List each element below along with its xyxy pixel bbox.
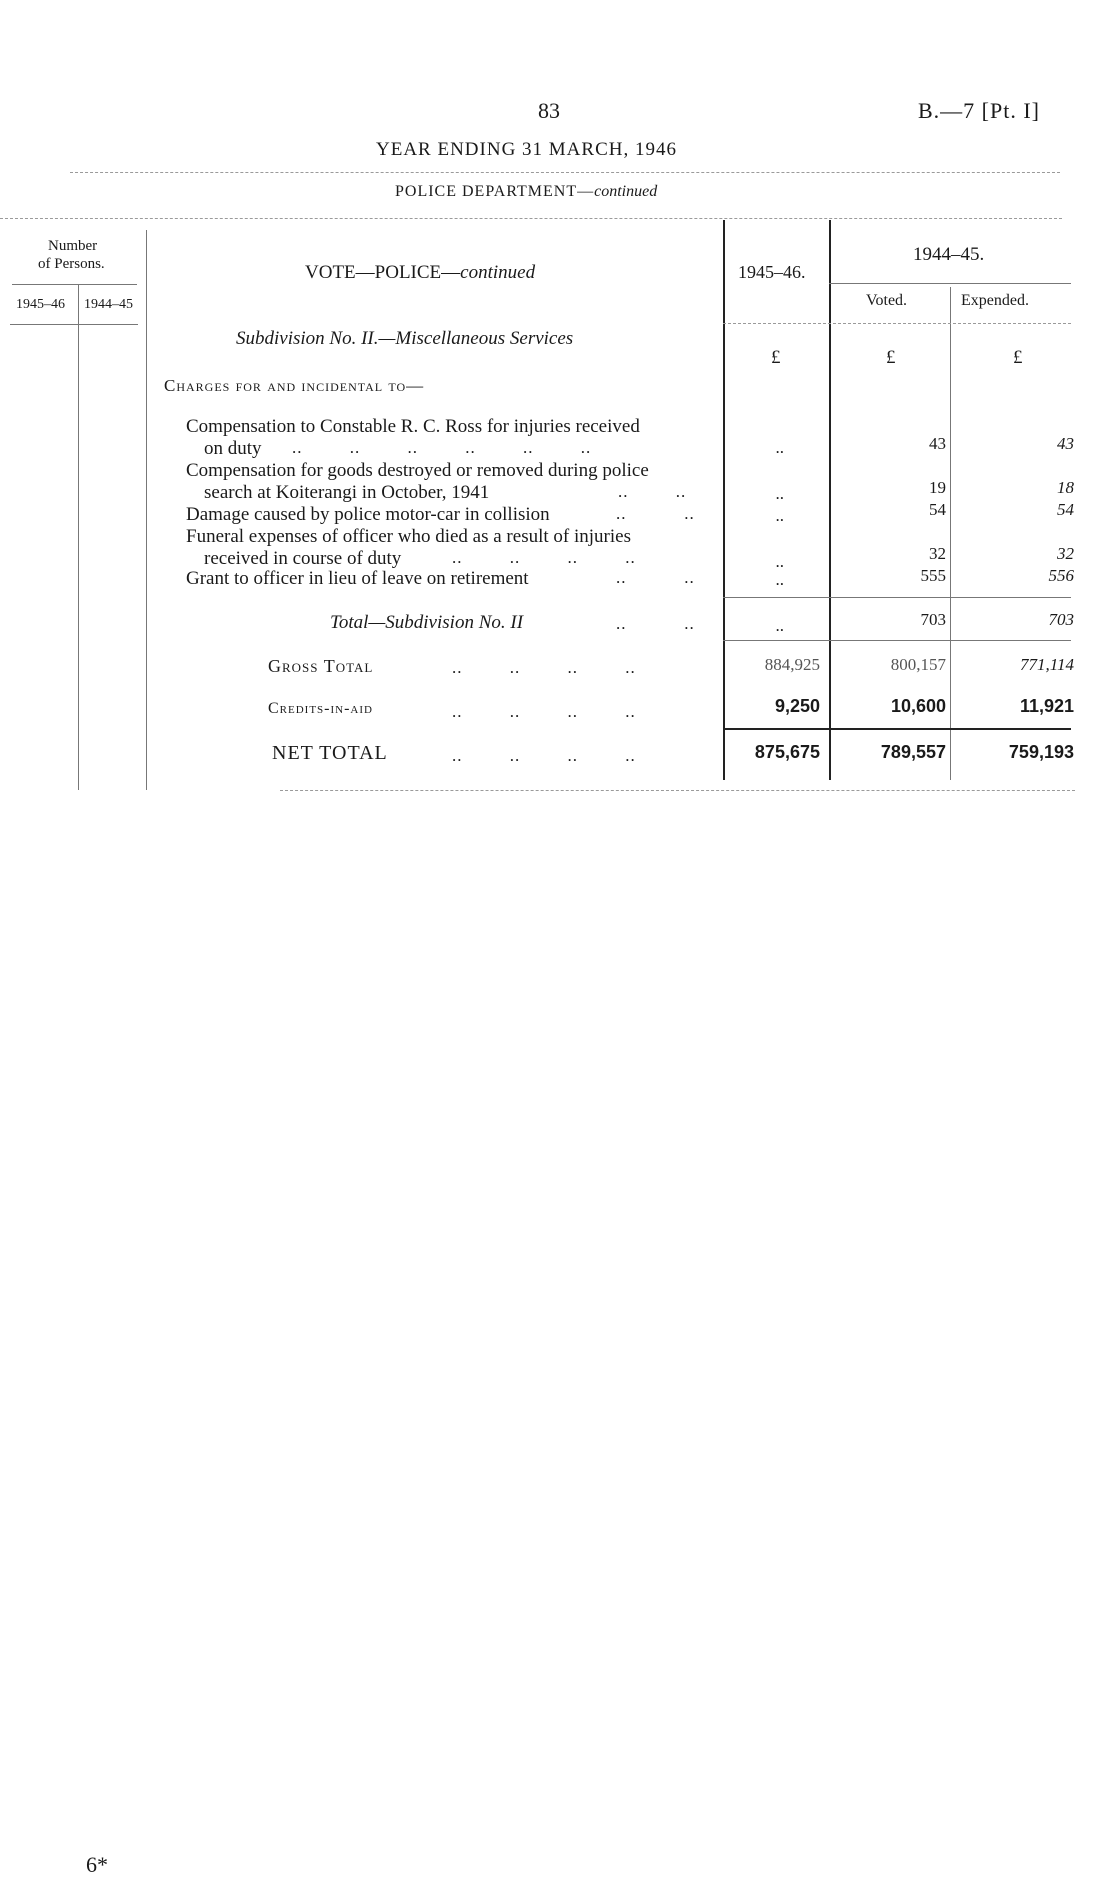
signature-mark: 6* — [86, 1852, 108, 1877]
currency-1945-46: £ — [771, 347, 781, 368]
gross-total-label: Gross Total — [268, 656, 374, 676]
vote-name: VOTE—POLICE— — [305, 262, 461, 283]
persons-right-border — [146, 230, 147, 790]
total-subdivision-current: .. — [775, 616, 784, 635]
total-subdivision-expended: 703 — [1048, 610, 1074, 629]
net-total-current: 875,675 — [754, 742, 820, 762]
persons-heading-line1: Number — [48, 238, 98, 254]
item-voted-value: 555 — [920, 566, 946, 585]
item-voted-value: 43 — [929, 434, 946, 453]
persons-year-1945-46: 1945–46 — [16, 297, 65, 312]
gross-total-expended: 771,114 — [1020, 655, 1074, 674]
total-subdivision-voted: 703 — [920, 610, 946, 629]
department-rule — [0, 218, 1062, 219]
item-voted-value: 32 — [929, 544, 946, 563]
item-expended-value: 54 — [1057, 500, 1074, 519]
year-subheader-rule — [829, 283, 1071, 284]
credits-in-aid-label: Credits-in-aid — [268, 700, 373, 717]
department-continued: continued — [594, 183, 658, 200]
item-voted-value: 19 — [929, 478, 946, 497]
leader-dots: .. .. .. .. — [452, 702, 636, 721]
header-rule — [70, 172, 1060, 173]
item-current-value: .. — [775, 484, 784, 503]
item-description-line2: on duty — [204, 438, 262, 459]
item-voted-value: 54 — [929, 500, 946, 519]
report-reference: B.—7 [Pt. I] — [918, 98, 1040, 123]
column-heading-1944-45: 1944–45. — [913, 244, 985, 265]
department-title — [395, 183, 657, 201]
vote-heading — [305, 262, 535, 284]
subdivision-title: Subdivision No. II.—Miscellaneous Services — [236, 328, 574, 349]
item-expended-value: 18 — [1057, 478, 1074, 497]
item-description-line1: Compensation for goods destroyed or removed during police — [186, 460, 649, 481]
subtotal-rule — [723, 597, 1071, 598]
credits-in-aid-expended: 11,921 — [1019, 696, 1074, 716]
col-1944-left-border — [829, 220, 831, 780]
page-number: 83 — [538, 98, 560, 123]
net-total-expended: 759,193 — [1008, 742, 1074, 762]
persons-year-divider — [78, 285, 79, 790]
leader-dots: .. .. — [616, 614, 695, 633]
item-expended-value: 556 — [1048, 566, 1074, 585]
leader-dots: .. .. — [616, 504, 695, 523]
currency-voted: £ — [886, 347, 896, 368]
leader-dots: .. .. .. .. — [452, 658, 636, 677]
net-total-rule — [723, 728, 1071, 730]
item-description-line2: received in course of duty — [204, 548, 402, 569]
item-expended-value: 43 — [1057, 434, 1074, 453]
item-description-line1: Funeral expenses of officer who died as a result of injuries — [186, 526, 631, 547]
table-bottom-rule — [280, 790, 1075, 791]
item-expended-value: 32 — [1057, 544, 1074, 563]
item-current-value: .. — [775, 438, 784, 457]
total-subdivision-label: Total—Subdivision No. II — [330, 612, 524, 633]
leader-dots: .. .. .. .. .. .. — [292, 438, 592, 457]
persons-year-1944-45: 1944–45 — [84, 297, 133, 312]
leader-dots: .. .. — [616, 568, 695, 587]
item-current-value: .. — [775, 552, 784, 571]
currency-expended: £ — [1013, 347, 1023, 368]
department-name: POLICE DEPARTMENT— — [395, 183, 595, 200]
persons-title-rule — [12, 284, 137, 285]
column-heading-expended: Expended. — [961, 292, 1029, 309]
leader-dots: .. .. — [618, 482, 687, 501]
item-current-value: .. — [775, 570, 784, 589]
leader-dots: .. .. .. .. — [452, 746, 636, 765]
persons-heading-line2: of Persons. — [38, 256, 105, 272]
item-description-line1: Grant to officer in lieu of leave on retirement — [186, 568, 529, 589]
leader-dots: .. .. .. .. — [452, 548, 636, 567]
item-description-line1: Compensation to Constable R. C. Ross for injuries received — [186, 416, 640, 437]
column-heading-voted: Voted. — [866, 292, 908, 309]
item-current-value: .. — [775, 506, 784, 525]
money-header-rule — [723, 323, 1071, 324]
item-description-line2: search at Koiterangi in October, 1941 — [204, 482, 490, 503]
net-total-label: NET TOTAL — [272, 742, 388, 764]
credits-in-aid-voted: 10,600 — [890, 696, 946, 716]
vote-continued: continued — [460, 262, 536, 283]
item-description-line1: Damage caused by police motor-car in collision — [186, 504, 550, 525]
column-heading-1945-46: 1945–46. — [738, 262, 806, 282]
gross-total-current: 884,925 — [764, 655, 820, 674]
charges-heading: Charges for and incidental to— — [164, 376, 425, 395]
year-title: YEAR ENDING 31 MARCH, 1946 — [376, 139, 677, 160]
voted-expended-divider — [950, 287, 951, 780]
credits-in-aid-current: 9,250 — [774, 696, 820, 716]
persons-year-rule — [10, 324, 138, 325]
gross-total-rule — [723, 640, 1071, 641]
gross-total-voted: 800,157 — [890, 655, 946, 674]
net-total-voted: 789,557 — [880, 742, 946, 762]
